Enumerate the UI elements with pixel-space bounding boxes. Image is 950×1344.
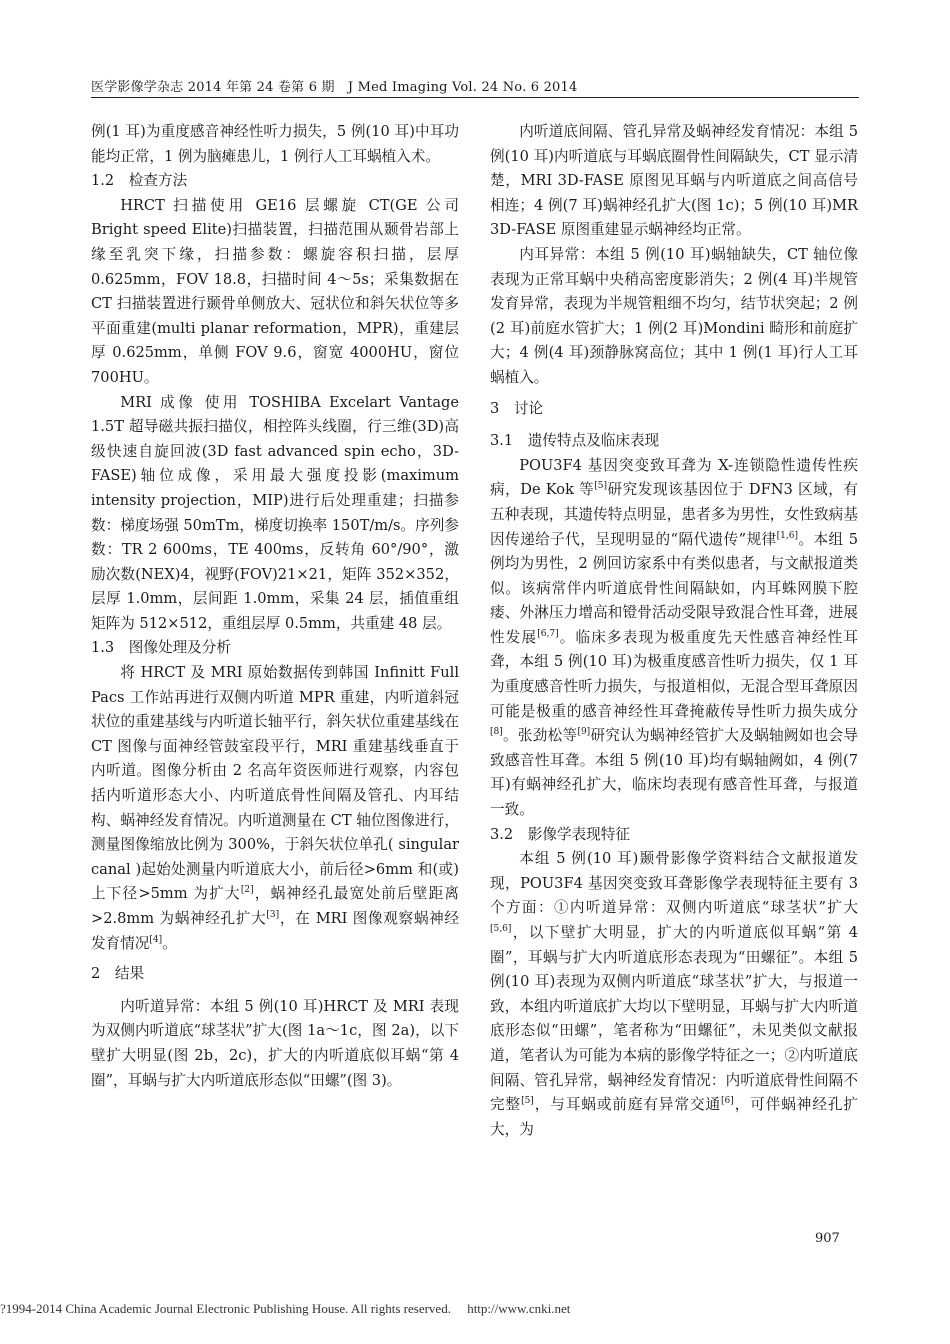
text-run: 。临床多表现为极重度先天性感音神经性耳聋，本组 5 例(10 耳)为极重度感音性听力损失，仅 1 耳为重度感音性听力损失，与报道相似，无混合型耳聋原因可能是极重的感音神经性耳聋掩蔽传导性听力损失成分 — [490, 628, 858, 720]
section-heading-3-1: 3.1 遗传特点及临床表现 — [490, 432, 660, 450]
citation[interactable]: [9] — [577, 727, 591, 738]
paragraph-iac-septum: 内听道底间隔、管孔异常及蜗神经发育情况：本组 5 例(10 耳)内听道底与耳蜗底圈骨性间隔缺失，CT 显示清楚，MRI 3D-FASE 原图见耳蜗与内听道底之间高信号相连；4 例(7 耳)蜗神经孔扩大(图 1c)；5 例(10 耳)MR 3D-FASE 原图重建显示蜗神经均正常。 — [490, 123, 858, 239]
text-run: 本组 5 例(10 耳)颞骨影像学资料结合文献报道发现，POU3F4 基因突变致耳聋影像学表现特征主要有 3 个方面：①内听道异常：双侧内听道底“球茎状”扩大 — [490, 850, 858, 917]
section-heading-3-2: 3.2 影像学表现特征 — [490, 825, 630, 843]
paragraph-hrct: HRCT 扫描使用 GE16 层螺旋 CT(GE 公司 Bright speed Elite)扫描装置，扫描范围从颞骨岩部上缘至乳突下缘，扫描参数：螺旋容积扫描，层厚 0.625mm，FOV 18.8，扫描时间 4～5s；采集数据在 CT 扫描装置进行颞骨单侧放大、冠状位和斜矢状位等多平面重建(multi planar reformation，MPR)，重建层厚 0.625mm，单侧 FOV 9.6，窗宽 4000HU，窗位 700HU。 — [91, 196, 459, 386]
paragraph-imaging-features — [490, 847, 858, 1142]
text-run: POU3F4 基因突变致耳聋为 X-连锁隐性遗传性疾病，De Kok 等 — [490, 456, 858, 499]
text-run: ，以下壁扩大明显，扩大的内听道底似耳蜗“第 4 圈”，耳蜗与扩大内听道底形态表现为“田螺征”。本组 5 例(10 耳)表现为双侧内听道底“球茎状”扩大，与报道一致，本组内听道底扩大均以下壁明显，耳蜗与扩大内听道底形态似“田螺”，笔者称为“田螺征”，未见类似文献报道，笔者认为可能为本病的影像学特征之一；②内听道底间隔、管孔异常，蜗神经发育情况：内听道底骨性间隔不完整 — [490, 924, 858, 1114]
text-run: 将 HRCT 及 MRI 原始数据传到韩国 Infinitt Full Pacs 工作站再进行双侧内听道 MPR 重建，内听道斜冠状位的重建基线与内听道长轴平行，斜矢状位重建基线在 CT 图像与面神经管鼓室段平行，MRI 重建基线垂直于内听道。图像分析由 2 名高年资医师进行观察，内容包括内听道形态大小、内听道底骨性间隔及管孔、内耳结构、蜗神经发育情况。内听道测量在 CT 轴位图像进行，测量图像缩放比例为 300%，于斜矢状位单孔( singular canal )起始处测量内听道底大小，前后径>6mm 和(或)上下径>5mm 为扩大 — [91, 664, 459, 903]
text-run: ，与耳蜗或前庭有异常交通 — [533, 1096, 722, 1114]
citation[interactable]: [8] — [490, 727, 503, 738]
section-heading-2: 2 结果 — [91, 965, 145, 983]
citation[interactable]: [5] — [594, 481, 607, 492]
citation[interactable]: [6] — [721, 1096, 734, 1107]
text-run: ，蜗神经孔最宽处前后壁距离>2.8mm 为蜗神经孔扩大 — [91, 885, 459, 927]
citation[interactable]: [1,6] — [776, 530, 799, 541]
header-rule — [91, 97, 859, 98]
left-column — [91, 120, 459, 1093]
right-column — [490, 120, 858, 1142]
text-run: 研究认为蜗神经管扩大及蜗轴阙如也会导致感音性耳聋。本组 5 例(10 耳)均有蜗轴阙如，4 例(7 耳)有蜗神经孔扩大，临床均表现有感音性耳聋，与报道一致。 — [490, 727, 858, 819]
section-heading-3: 3 讨论 — [490, 399, 544, 417]
copyright-footer: ?1994-2014 China Academic Journal Electronic Publishing House. All rights reserved. http://www.cnki.net — [0, 1301, 571, 1316]
citation[interactable]: [3] — [266, 910, 280, 920]
citation[interactable]: [5,6] — [490, 924, 512, 934]
text-run: 。本组 5 例均为男性，2 例回访家系中有类似患者，与文献报道类似。该病常伴内听道底骨性间隔缺如，内耳蛛网膜下腔瘘、外淋压力增高和镫骨活动受限导致混合性耳聋，进展性发展 — [490, 530, 858, 646]
paragraph-results: 内听道异常：本组 5 例(10 耳)HRCT 及 MRI 表现为双侧内听道底“球茎状”扩大(图 1a～1c，图 2a)，以下壁扩大明显(图 2b，2c)，扩大的内听道底似耳蜗“第 4 圈”，耳蜗与扩大内听道底形态似“田螺”(图 3)。 — [91, 997, 459, 1089]
running-header: 医学影像学杂志 2014 年第 24 卷第 6 期 J Med Imaging Vol. 24 No. 6 2014 — [91, 80, 578, 95]
text-run: 研究发现该基因位于 DFN3 区域，有五种表现，其遗传特点明显，患者多为男性，女性致病基因传递给子代，呈现明显的“隔代遗传”规律 — [490, 481, 858, 548]
section-heading-1-3: 1.3 图像处理及分析 — [91, 639, 231, 657]
citation[interactable]: [5] — [521, 1096, 534, 1107]
section-heading-1-2: 1.2 检查方法 — [91, 172, 188, 190]
text-run: ，在 MRI 图像观察蜗神经发育情况 — [91, 910, 459, 952]
text-run: 。张劲松等 — [502, 727, 578, 745]
text-run: 。 — [162, 934, 177, 952]
citation[interactable]: [2] — [240, 885, 254, 896]
citation[interactable]: [4] — [149, 934, 163, 945]
paragraph-genetics — [490, 454, 858, 823]
text-run: ，可伴蜗神经孔扩大，为 — [490, 1096, 858, 1138]
paragraph-mri: MRI 成像 使用 TOSHIBA Excelart Vantage 1.5T 超导磁共振扫描仪，相控阵头线圈，行三维(3D)高级快速自旋回波(3D fast advanced spin echo，3D-FASE)轴位成像，采用最大强度投影(maximum intensity projection，MIP)进行后处理重建；扫描参数：梯度场强 50mTm，梯度切换率 150T/m/s。序列参数：TR 2 600ms，TE 400ms，反转角 60°/90°，激励次数(NEX)4，视野(FOV)21×21，矩阵 352×352，层厚 1.0mm，层间距 1.0mm，采集 24 层，插值重组矩阵为 512×512，重组层厚 0.5mm，共重建 48 层。 — [91, 393, 459, 632]
paragraph-image-analysis — [91, 661, 459, 956]
paragraph-inner-ear: 内耳异常：本组 5 例(10 耳)蜗轴缺失，CT 轴位像表现为正常耳蜗中央稍高密度影消失；2 例(4 耳)半规管发育异常，表现为半规管粗细不均匀，结节状突起；2 例(2 耳)前庭水管扩大；1 例(2 耳)Mondini 畸形和前庭扩大；4 例(4 耳)颈静脉窝高位；其中 1 例(1 耳)行人工耳蜗植入。 — [490, 245, 858, 386]
paragraph-continued: 例(1 耳)为重度感音神经性听力损失，5 例(10 耳)中耳功能均正常，1 例为脑瘫患儿，1 例行人工耳蜗植入术。 — [91, 123, 459, 165]
citation[interactable]: [6,7] — [537, 628, 559, 639]
page-number: 907 — [815, 1231, 840, 1246]
